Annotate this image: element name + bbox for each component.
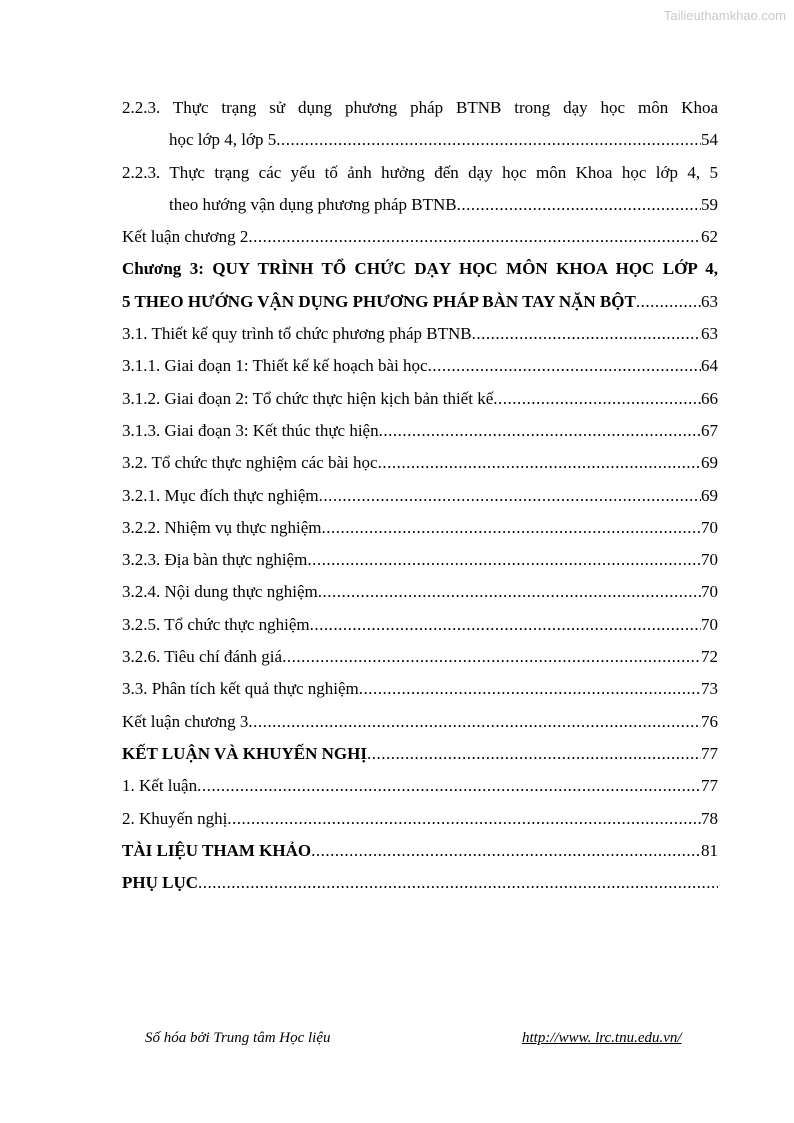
toc-leader-dots bbox=[428, 350, 701, 382]
toc-leader-dots bbox=[319, 480, 701, 512]
toc-entry[interactable] bbox=[122, 770, 718, 802]
toc-leader-dots bbox=[322, 512, 702, 544]
toc-page-number: 72 bbox=[701, 647, 718, 667]
toc-leader-dots bbox=[367, 738, 701, 770]
toc-leader-dots bbox=[276, 124, 701, 156]
toc-entry-title: KẾT LUẬN VÀ KHUYẾN NGHỊ bbox=[122, 743, 367, 763]
toc-leader-dots bbox=[227, 803, 701, 835]
toc-leader-dots bbox=[379, 415, 701, 447]
toc-entry[interactable] bbox=[122, 221, 718, 253]
toc-page-number: 62 bbox=[701, 227, 718, 247]
toc-page-number: 77 bbox=[701, 776, 718, 796]
toc-entry-title: 5 THEO HƯỚNG VẬN DỤNG PHƯƠNG PHÁP BÀN TAY NẶN BỘT bbox=[122, 291, 636, 311]
toc-entry[interactable] bbox=[122, 189, 718, 221]
toc-leader-dots bbox=[378, 447, 701, 479]
toc-entry-title: 2. Khuyến nghị bbox=[122, 808, 228, 828]
watermark: Tailieuthamkhao.com bbox=[663, 8, 786, 23]
toc-page-number: 73 bbox=[701, 679, 718, 699]
toc-entry[interactable] bbox=[122, 350, 718, 382]
toc-leader-dots bbox=[311, 835, 701, 867]
toc-page-number: 81 bbox=[701, 840, 718, 860]
toc-entry-title: 3.1. Thiết kế quy trình tổ chức phương pháp BTNB bbox=[122, 324, 472, 344]
toc-page-number: 66 bbox=[701, 388, 718, 408]
toc-page-number: 69 bbox=[701, 453, 718, 473]
toc-entry-title: 3.1.3. Giai đoạn 3: Kết thúc thực hiện bbox=[122, 420, 379, 440]
toc-entry-title: Kết luận chương 2 bbox=[122, 227, 249, 247]
toc-leader-dots bbox=[307, 544, 701, 576]
toc-entry-title: 3.2.6. Tiêu chí đánh giá bbox=[122, 647, 283, 667]
toc-entry-title: 2.2.3. Thực trạng sử dụng phương pháp BTNB trong dạy học môn Khoa bbox=[122, 98, 718, 117]
toc-entry[interactable] bbox=[122, 253, 718, 285]
toc-leader-dots bbox=[282, 641, 701, 673]
toc-entry-title: theo hướng vận dụng phương pháp BTNB bbox=[169, 194, 457, 214]
toc-entry[interactable] bbox=[122, 835, 718, 867]
toc-page-number: 69 bbox=[701, 485, 718, 505]
toc-page-number: 59 bbox=[701, 194, 718, 214]
toc-entry-title: 3.2.2. Nhiệm vụ thực nghiệm bbox=[122, 517, 322, 537]
toc-entry[interactable] bbox=[122, 318, 718, 350]
toc-entry[interactable] bbox=[122, 286, 718, 318]
toc-page-number: 76 bbox=[701, 711, 718, 731]
toc-leader-dots bbox=[636, 286, 701, 318]
toc-entry-title: 3.2.4. Nội dung thực nghiệm bbox=[122, 582, 318, 602]
toc-entry[interactable] bbox=[122, 480, 718, 512]
toc-entry-title: Chương 3: QUY TRÌNH TỔ CHỨC DẠY HỌC MÔN KHOA HỌC LỚP 4, bbox=[122, 259, 718, 279]
toc-entry[interactable] bbox=[122, 124, 718, 156]
toc-entry-title: 3.2.1. Mục đích thực nghiệm bbox=[122, 485, 319, 505]
toc-leader-dots bbox=[472, 318, 701, 350]
toc-page-number: 70 bbox=[701, 517, 718, 537]
toc-entry[interactable] bbox=[122, 512, 718, 544]
toc-entry[interactable] bbox=[122, 738, 718, 770]
toc-page-number: 70 bbox=[701, 582, 718, 602]
toc-entry-title: Kết luận chương 3 bbox=[122, 711, 249, 731]
toc-leader-dots bbox=[310, 609, 701, 641]
toc-entry[interactable] bbox=[122, 383, 718, 415]
toc-entry[interactable] bbox=[122, 415, 718, 447]
toc-entry-title: 3.1.2. Giai đoạn 2: Tổ chức thực hiện kịch bản thiết kế bbox=[122, 388, 494, 408]
toc-entry[interactable] bbox=[122, 673, 718, 705]
toc-page-number: 70 bbox=[701, 614, 718, 634]
toc-entry-title: 3.2.5. Tổ chức thực nghiệm bbox=[122, 614, 310, 634]
toc-page-number: 78 bbox=[701, 808, 718, 828]
toc-page-number: 64 bbox=[701, 356, 718, 376]
toc-leader-dots bbox=[248, 221, 701, 253]
toc-entry[interactable] bbox=[122, 706, 718, 738]
toc-page-number: 67 bbox=[701, 420, 718, 440]
toc-entry[interactable] bbox=[122, 867, 718, 899]
toc-entry[interactable] bbox=[122, 803, 718, 835]
footer-publisher: Số hóa bởi Trung tâm Học liệu bbox=[145, 1030, 331, 1046]
toc-entry-title: TÀI LIỆU THAM KHẢO bbox=[122, 840, 312, 860]
toc-page-number: 77 bbox=[701, 743, 718, 763]
table-of-contents bbox=[122, 92, 718, 899]
toc-page-number: 54 bbox=[701, 130, 718, 150]
toc-leader-dots bbox=[318, 576, 701, 608]
toc-entry-title: 3.3. Phân tích kết quả thực nghiệm bbox=[122, 679, 359, 699]
toc-leader-dots bbox=[359, 673, 701, 705]
toc-entry-title: 1. Kết luận bbox=[122, 776, 198, 796]
toc-entry-title: PHỤ LỤC bbox=[122, 873, 199, 893]
toc-page-number: 63 bbox=[701, 291, 718, 311]
toc-entry-title: 2.2.3. Thực trạng các yếu tố ảnh hưởng đến dạy học môn Khoa học lớp 4, 5 bbox=[122, 162, 718, 182]
toc-entry[interactable] bbox=[122, 609, 718, 641]
toc-entry[interactable] bbox=[122, 576, 718, 608]
toc-entry-title: 3.2.3. Địa bàn thực nghiệm bbox=[122, 550, 308, 570]
toc-entry-title: 3.2. Tổ chức thực nghiệm các bài học bbox=[122, 453, 378, 473]
footer-link[interactable]: http://www. lrc.tnu.edu.vn/ bbox=[522, 1030, 682, 1046]
toc-leader-dots bbox=[197, 770, 701, 802]
toc-leader-dots bbox=[493, 383, 701, 415]
toc-entry[interactable] bbox=[122, 157, 718, 189]
toc-entry[interactable] bbox=[122, 447, 718, 479]
toc-entry-title: 3.1.1. Giai đoạn 1: Thiết kế kế hoạch bài học bbox=[122, 356, 428, 376]
toc-page-number: 63 bbox=[701, 324, 718, 344]
toc-entry[interactable] bbox=[122, 92, 718, 124]
toc-page-number: 70 bbox=[701, 550, 718, 570]
toc-leader-dots bbox=[457, 189, 701, 221]
toc-entry[interactable] bbox=[122, 641, 718, 673]
toc-leader-dots bbox=[248, 706, 701, 738]
toc-entry-title: học lớp 4, lớp 5 bbox=[169, 130, 277, 150]
toc-leader-dots bbox=[198, 867, 718, 899]
toc-entry[interactable] bbox=[122, 544, 718, 576]
